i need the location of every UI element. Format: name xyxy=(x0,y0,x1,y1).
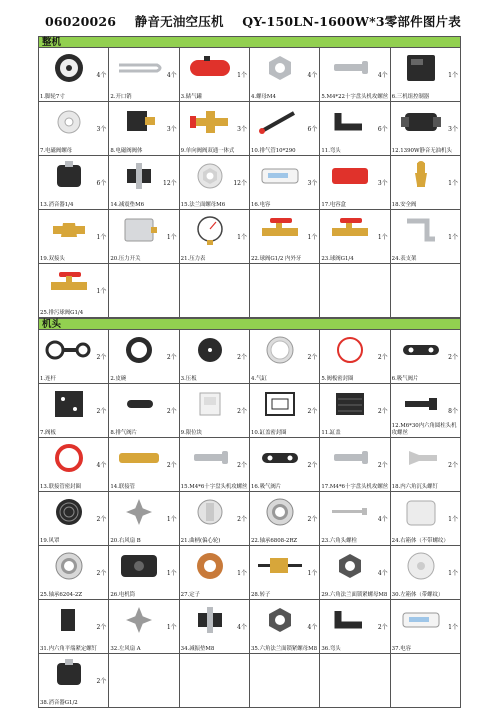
fan-icon xyxy=(113,495,165,529)
part-quantity: 2个 xyxy=(237,408,247,415)
part-quantity: 2个 xyxy=(96,624,107,631)
part-name: 36.弯头 xyxy=(321,645,341,652)
damper-pad-icon xyxy=(113,159,165,193)
bearing-icon xyxy=(254,495,306,529)
elbow-icon xyxy=(324,603,376,637)
part-quantity: 1个 xyxy=(96,288,107,295)
part-quantity: 3个 xyxy=(448,126,458,133)
part-name: 16.电容 xyxy=(251,201,271,208)
part-name: 17.M4*6十字盘头机攻螺丝 xyxy=(321,483,389,490)
part-name: 15.M4*6十字盘头机攻螺丝 xyxy=(180,483,248,490)
part-cell xyxy=(109,492,179,546)
part-quantity: 1个 xyxy=(448,624,458,631)
part-quantity: 1个 xyxy=(166,570,177,577)
part-quantity: 2个 xyxy=(96,570,107,577)
nut-icon xyxy=(254,51,306,85)
cylinder-icon xyxy=(254,333,306,367)
part-quantity: 2个 xyxy=(96,354,107,361)
part-quantity: 2个 xyxy=(377,462,388,469)
part-quantity: 1个 xyxy=(96,234,107,241)
part-quantity: 6个 xyxy=(307,126,318,133)
capacitor-icon xyxy=(254,159,306,193)
part-cell xyxy=(39,48,109,102)
part-quantity: 3个 xyxy=(166,126,177,133)
right-housing-icon xyxy=(395,495,447,529)
part-cell xyxy=(250,384,320,438)
part-name: 8.电磁阀阀体 xyxy=(110,147,143,154)
part-quantity: 1个 xyxy=(448,570,458,577)
gauge-bracket-icon xyxy=(395,213,447,247)
damper-pad-icon xyxy=(184,603,236,637)
empty-cell xyxy=(109,264,179,318)
empty-cell xyxy=(250,654,320,708)
part-quantity: 2个 xyxy=(237,354,247,361)
part-name: 9.限位块 xyxy=(180,429,202,436)
part-quantity: 1个 xyxy=(448,516,458,523)
part-name: 24.表支架 xyxy=(391,255,417,262)
part-cell xyxy=(320,492,390,546)
part-quantity: 4个 xyxy=(166,72,177,79)
capacitor-box-icon xyxy=(324,159,376,193)
part-quantity: 2个 xyxy=(96,408,107,415)
section-header: 机头 xyxy=(38,318,461,329)
fan-cover-icon xyxy=(43,495,95,529)
part-quantity: 2个 xyxy=(448,462,458,469)
part-name: 22.球阀G1/2 内外牙 xyxy=(251,255,302,262)
part-cell xyxy=(109,546,179,600)
part-cell xyxy=(250,156,320,210)
ball-valve-icon xyxy=(254,213,306,247)
pressure-plate-icon xyxy=(184,333,236,367)
part-quantity: 1个 xyxy=(448,234,458,241)
part-cell xyxy=(109,438,179,492)
part-quantity: 1个 xyxy=(166,234,177,241)
left-housing-icon xyxy=(395,549,447,583)
part-name: 5.阀板密封圈 xyxy=(321,375,354,382)
part-quantity: 1个 xyxy=(166,516,177,523)
part-quantity: 1个 xyxy=(448,72,458,79)
split-pin-icon xyxy=(113,51,165,85)
part-name: 6.吸气阀片 xyxy=(391,375,419,382)
part-cell xyxy=(180,438,250,492)
part-name: 11.缸盖 xyxy=(321,429,341,436)
countersunk-screw-icon xyxy=(395,441,447,475)
part-cell xyxy=(39,546,109,600)
muffler-icon xyxy=(43,657,95,691)
part-quantity: 3个 xyxy=(96,126,107,133)
part-cell xyxy=(391,210,461,264)
leather-cup-icon xyxy=(113,333,165,367)
part-cell xyxy=(39,600,109,654)
part-name: 28.转子 xyxy=(251,591,271,598)
part-cell xyxy=(39,156,109,210)
fan-icon xyxy=(113,603,165,637)
part-name: 13.联接管密封圈 xyxy=(40,483,81,490)
part-quantity: 1个 xyxy=(237,234,247,241)
empty-cell xyxy=(320,264,390,318)
part-cell xyxy=(320,546,390,600)
screw-icon xyxy=(324,51,376,85)
empty-cell xyxy=(320,654,390,708)
empty-cell xyxy=(109,654,179,708)
part-name: 34.减振垫M8 xyxy=(180,645,215,652)
screw-icon xyxy=(324,441,376,475)
stop-block-icon xyxy=(184,387,236,421)
part-cell xyxy=(391,384,461,438)
part-name: 4.螺母M4 xyxy=(251,93,276,100)
part-name: 8.排气阀片 xyxy=(110,429,138,436)
ball-valve-icon xyxy=(324,213,376,247)
stator-icon xyxy=(184,549,236,583)
part-name: 12.M6*30内六角圆柱头机攻螺丝 xyxy=(391,423,457,436)
part-name: 22.轴承6808-2RZ xyxy=(251,537,298,544)
part-cell xyxy=(320,156,390,210)
part-quantity: 2个 xyxy=(307,408,318,415)
part-cell xyxy=(391,600,461,654)
part-cell xyxy=(39,210,109,264)
part-quantity: 1个 xyxy=(448,180,458,187)
part-name: 2.开口销 xyxy=(110,93,132,100)
screw-icon xyxy=(184,441,236,475)
intake-reed-icon xyxy=(254,441,306,475)
part-name: 3.储气罐 xyxy=(180,93,202,100)
o-ring-icon xyxy=(324,333,376,367)
muffler-icon xyxy=(43,159,95,193)
part-cell xyxy=(250,546,320,600)
lock-nut-icon xyxy=(254,603,306,637)
empty-cell xyxy=(180,264,250,318)
part-name: 16.吸气阀片 xyxy=(251,483,282,490)
pressure-switch-icon xyxy=(113,213,165,247)
connecting-pipe-icon xyxy=(113,441,165,475)
part-name: 7.阀板 xyxy=(40,429,56,436)
intake-reed-icon xyxy=(395,333,447,367)
rotor-icon xyxy=(254,549,306,583)
part-name: 13.消音器1/4 xyxy=(40,201,74,208)
part-cell xyxy=(250,330,320,384)
drain-valve-icon xyxy=(43,267,95,301)
part-name: 19.风罩 xyxy=(40,537,60,544)
part-name: 21.曲柄(偏心轮) xyxy=(180,537,221,544)
part-quantity: 3个 xyxy=(237,126,247,133)
part-name: 10.排气管10*290 xyxy=(251,147,296,154)
page-title xyxy=(38,8,461,36)
part-quantity: 12个 xyxy=(233,180,247,187)
part-name: 17.电容盒 xyxy=(321,201,347,208)
part-name: 2.皮碗 xyxy=(110,375,127,382)
part-quantity: 1个 xyxy=(377,234,388,241)
part-cell xyxy=(180,210,250,264)
part-quantity: 4个 xyxy=(307,624,318,631)
part-cell xyxy=(109,384,179,438)
empty-cell xyxy=(391,264,461,318)
part-quantity: 1个 xyxy=(307,234,318,241)
part-name: 3.压板 xyxy=(180,375,197,382)
part-name: 35.六角法兰面锁紧螺母M8 xyxy=(251,645,318,652)
part-cell xyxy=(180,546,250,600)
caster-wheel-icon xyxy=(43,51,95,85)
head-gasket-icon xyxy=(254,387,306,421)
part-quantity: 1个 xyxy=(237,570,247,577)
part-cell xyxy=(320,48,390,102)
parts-grid xyxy=(38,47,461,318)
part-name: 14.减震垫M6 xyxy=(110,201,145,208)
part-name: 20.压力开关 xyxy=(110,255,141,262)
empty-cell xyxy=(250,264,320,318)
part-cell xyxy=(250,48,320,102)
part-cell xyxy=(180,156,250,210)
part-name: 32.左风扇 A xyxy=(110,645,141,652)
valve-plate-icon xyxy=(43,387,95,421)
part-name: 18.内六角沉头螺钉 xyxy=(391,483,438,490)
part-quantity: 1个 xyxy=(166,624,177,631)
bearing-icon xyxy=(43,549,95,583)
part-cell xyxy=(109,600,179,654)
part-quantity: 1个 xyxy=(307,570,318,577)
part-quantity: 2个 xyxy=(166,462,177,469)
part-name: 1.连杆 xyxy=(40,375,56,382)
cylinder-head-icon xyxy=(324,387,376,421)
part-cell xyxy=(250,102,320,156)
elbow-icon xyxy=(324,105,376,139)
part-cell xyxy=(320,102,390,156)
part-quantity: 2个 xyxy=(307,516,318,523)
part-name: 6.三机组控制器 xyxy=(391,93,430,100)
solenoid-valve-icon xyxy=(113,105,165,139)
part-name: 30.左箱体（带螺纹） xyxy=(391,591,444,598)
empty-cell xyxy=(180,654,250,708)
pipe-seal-icon xyxy=(43,441,95,475)
part-cell xyxy=(320,438,390,492)
part-name: 15.法兰面螺母M6 xyxy=(180,201,226,208)
part-name: 10.缸盖密封圈 xyxy=(251,429,287,436)
part-cell xyxy=(180,102,250,156)
part-cell xyxy=(391,102,461,156)
part-cell xyxy=(180,492,250,546)
part-name: 14.联接管 xyxy=(110,483,136,490)
part-quantity: 4个 xyxy=(96,72,107,79)
part-cell xyxy=(250,600,320,654)
part-cell xyxy=(250,492,320,546)
part-name: 37.电容 xyxy=(391,645,412,652)
part-name: 18.安全阀 xyxy=(391,201,417,208)
part-name: 7.电磁阀螺母 xyxy=(40,147,73,154)
part-name: 29.六角法兰面锁紧螺母M8 xyxy=(321,591,388,598)
part-cell xyxy=(109,330,179,384)
connecting-rod-icon xyxy=(43,333,95,367)
air-tank-icon xyxy=(184,51,236,85)
part-cell xyxy=(391,156,461,210)
part-quantity: 3个 xyxy=(377,180,388,187)
part-quantity: 2个 xyxy=(237,462,247,469)
part-name: 23.球阀G1/4 xyxy=(321,255,354,262)
hex-screw-icon xyxy=(395,387,447,421)
part-name: 23.六角头螺栓 xyxy=(321,537,357,544)
motor-shell-icon xyxy=(113,549,165,583)
part-cell xyxy=(39,102,109,156)
part-name: 25.排污球阀G1/4 xyxy=(40,309,84,316)
part-name: 25.轴承6204-2Z xyxy=(40,591,83,598)
part-quantity: 6个 xyxy=(96,180,107,187)
compressor-head-icon xyxy=(395,105,447,139)
part-cell xyxy=(109,102,179,156)
part-name: 4.气缸 xyxy=(251,375,267,382)
capacitor-icon xyxy=(395,603,447,637)
part-cell xyxy=(180,48,250,102)
part-quantity: 4个 xyxy=(96,462,107,469)
part-cell xyxy=(109,48,179,102)
double-joint-icon xyxy=(43,213,95,247)
section-header: 整机 xyxy=(38,36,461,47)
part-name: 20.右风扇 B xyxy=(110,537,141,544)
exhaust-reed-icon xyxy=(113,387,165,421)
part-quantity: 6个 xyxy=(377,126,388,133)
flange-nut-icon xyxy=(184,159,236,193)
part-name: 26.电机筒 xyxy=(110,591,136,598)
part-name: 1.脚轮7寸 xyxy=(40,93,65,100)
part-cell xyxy=(391,48,461,102)
part-quantity: 4个 xyxy=(377,570,388,577)
part-name: 21.压力表 xyxy=(180,255,206,262)
part-quantity: 2个 xyxy=(166,354,177,361)
part-quantity: 2个 xyxy=(237,516,247,523)
part-cell xyxy=(180,384,250,438)
part-quantity: 2个 xyxy=(448,354,458,361)
part-cell xyxy=(39,264,109,318)
part-name: 19.双接头 xyxy=(40,255,65,262)
part-name: 11.弯头 xyxy=(321,147,341,154)
parts-grid xyxy=(38,329,461,708)
part-name: 9.单向阀阀双通一体式 xyxy=(180,147,235,154)
model-title: QY-150LN-1600W*3零部件图片表 xyxy=(242,14,461,29)
part-cell xyxy=(109,210,179,264)
controller-box-icon xyxy=(395,51,447,85)
part-quantity: 2个 xyxy=(96,678,107,685)
part-code: 06020026 xyxy=(45,14,117,29)
part-quantity: 4个 xyxy=(307,72,318,79)
part-cell xyxy=(320,210,390,264)
part-name: 27.定子 xyxy=(180,591,201,598)
part-quantity: 2个 xyxy=(377,408,388,415)
valve-nut-icon xyxy=(43,105,95,139)
part-cell xyxy=(180,600,250,654)
part-cell xyxy=(320,330,390,384)
part-cell xyxy=(39,438,109,492)
part-quantity: 4个 xyxy=(377,72,388,79)
part-name: 12.1390W静音无油机头 xyxy=(391,147,452,154)
part-quantity: 1个 xyxy=(237,72,247,79)
hex-bolt-icon xyxy=(324,495,376,529)
part-name: 24.右箱体（不带螺纹） xyxy=(391,537,449,544)
part-quantity: 2个 xyxy=(377,624,388,631)
crank-icon xyxy=(184,495,236,529)
part-quantity: 2个 xyxy=(96,516,107,523)
part-cell xyxy=(39,654,109,708)
lock-nut-icon xyxy=(324,549,376,583)
part-cell xyxy=(391,438,461,492)
part-quantity: 4个 xyxy=(377,516,388,523)
pressure-gauge-icon xyxy=(184,213,236,247)
part-quantity: 12个 xyxy=(163,180,177,187)
part-cell xyxy=(250,210,320,264)
safety-valve-icon xyxy=(395,159,447,193)
part-cell xyxy=(39,384,109,438)
part-cell xyxy=(320,384,390,438)
part-quantity: 2个 xyxy=(307,462,318,469)
part-quantity: 4个 xyxy=(237,624,247,631)
part-cell xyxy=(109,156,179,210)
part-name: 38.消音器G1/2 xyxy=(40,699,78,706)
part-cell xyxy=(180,330,250,384)
part-cell xyxy=(320,600,390,654)
parts-sheet xyxy=(38,8,461,708)
part-cell xyxy=(250,438,320,492)
part-name: 5.M4*22十字盘头机攻螺丝 xyxy=(321,93,389,100)
part-name: 31.内六角平端紧定螺钉 xyxy=(40,645,98,652)
check-valve-icon xyxy=(184,105,236,139)
empty-cell xyxy=(391,654,461,708)
part-cell xyxy=(391,330,461,384)
set-screw-icon xyxy=(43,603,95,637)
exhaust-pipe-icon xyxy=(254,105,306,139)
part-quantity: 2个 xyxy=(377,354,388,361)
part-cell xyxy=(39,330,109,384)
part-cell xyxy=(39,492,109,546)
part-quantity: 2个 xyxy=(307,354,318,361)
part-quantity: 3个 xyxy=(307,180,318,187)
part-cell xyxy=(391,492,461,546)
product-name: 静音无油空压机 xyxy=(134,14,224,29)
part-cell xyxy=(391,546,461,600)
part-quantity: 8个 xyxy=(448,408,458,415)
part-quantity: 2个 xyxy=(166,408,177,415)
